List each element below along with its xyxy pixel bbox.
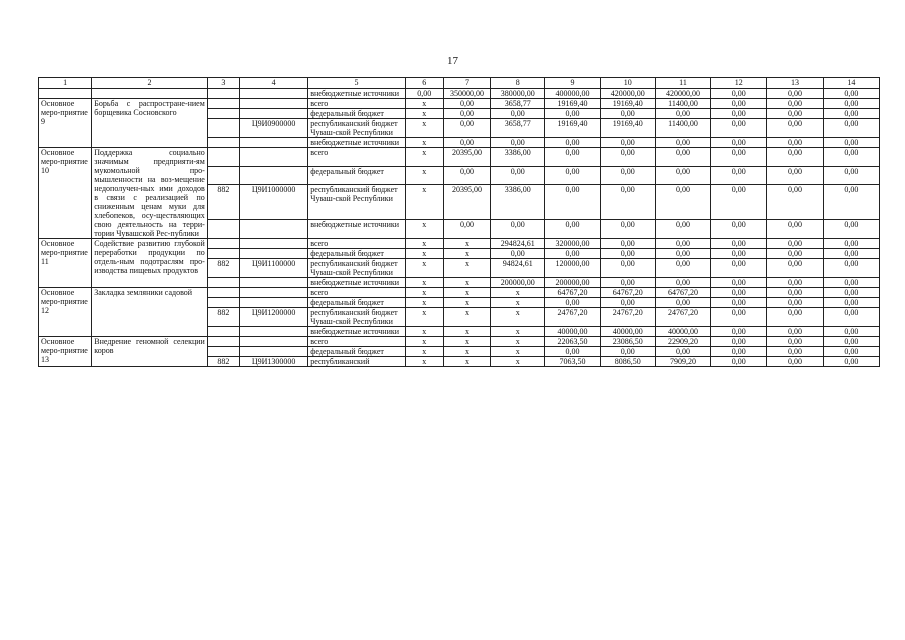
cell-v12: 0,00	[711, 185, 767, 220]
cell-v14: 0,00	[823, 337, 879, 347]
cell-v11: 24767,20	[655, 308, 710, 327]
cell-source: республиканский бюджет Чуваш-ской Республики	[308, 308, 405, 327]
cell-code-3	[207, 278, 239, 288]
cell-v10: 0,00	[600, 138, 655, 148]
measure-name: Содействие развитию глубокой переработки продукции по отдель-ным подотраслям про-изводства пищевых продуктов	[92, 239, 208, 288]
cell-code-4: Ц9И1000000	[239, 185, 307, 220]
cell-v12: 0,00	[711, 259, 767, 278]
cell-source: республиканский бюджет Чуваш-ской Республики	[308, 185, 405, 220]
cell-v8: x	[491, 337, 545, 347]
cell-v8: 200000,00	[491, 278, 545, 288]
cell-v11: 0,00	[655, 148, 710, 167]
cell-v10: 19169,40	[600, 99, 655, 109]
cell-v13: 0,00	[767, 119, 823, 138]
cell-v12: 0,00	[711, 148, 767, 167]
cell-source: республиканский	[308, 357, 405, 367]
cell-v13: 0,00	[767, 249, 823, 259]
cell-v9: 0,00	[545, 148, 600, 167]
cell-v11: 0,00	[655, 138, 710, 148]
cell-v8: 0,00	[491, 138, 545, 148]
cell-code-4	[239, 109, 307, 119]
cell-v9: 0,00	[545, 298, 600, 308]
cell-v7: x	[443, 337, 490, 347]
cell-v12: 0,00	[711, 89, 767, 99]
cell-code-3	[207, 109, 239, 119]
measure-title: Основное меро-приятие 9	[39, 99, 92, 148]
cell-code-4	[239, 99, 307, 109]
cell-v6: x	[405, 99, 443, 109]
cell-source: федеральный бюджет	[308, 249, 405, 259]
cell-v14: 0,00	[823, 278, 879, 288]
cell-source: внебюджетные источники	[308, 327, 405, 337]
cell-v12: 0,00	[711, 337, 767, 347]
cell-v13: 0,00	[767, 220, 823, 239]
cell-v10: 0,00	[600, 278, 655, 288]
cell-v14: 0,00	[823, 166, 879, 185]
cell-v7: x	[443, 357, 490, 367]
table-row	[39, 239, 880, 249]
cell-code-3: 882	[207, 308, 239, 327]
column-number: 5	[308, 78, 405, 89]
cell-v13: 0,00	[767, 259, 823, 278]
cell-v9: 24767,20	[545, 308, 600, 327]
cell-code-4	[239, 148, 307, 167]
column-number: 6	[405, 78, 443, 89]
cell-v10: 64767,20	[600, 288, 655, 298]
cell-v13: 0,00	[767, 89, 823, 99]
cell-v11: 0,00	[655, 298, 710, 308]
page-number: 17	[447, 55, 458, 67]
cell-v14: 0,00	[823, 138, 879, 148]
cell-v6: x	[405, 220, 443, 239]
table-row	[39, 148, 880, 167]
cell-v13: 0,00	[767, 166, 823, 185]
cell-source: всего	[308, 288, 405, 298]
cell-v9: 0,00	[545, 249, 600, 259]
cell-v7: 0,00	[443, 166, 490, 185]
cell-code-4	[239, 89, 307, 99]
cell-v14: 0,00	[823, 357, 879, 367]
cell-v8: 94824,61	[491, 259, 545, 278]
cell-source: внебюджетные источники	[308, 278, 405, 288]
cell-v8: x	[491, 308, 545, 327]
cell-v13: 0,00	[767, 138, 823, 148]
cell-v8: x	[491, 298, 545, 308]
cell-v8: 0,00	[491, 166, 545, 185]
cell-code-3	[207, 99, 239, 109]
cell-v12: 0,00	[711, 220, 767, 239]
cell-v9: 0,00	[545, 109, 600, 119]
cell-v12: 0,00	[711, 357, 767, 367]
cell-code-3	[207, 347, 239, 357]
cell-v11: 0,00	[655, 239, 710, 249]
cell-v9: 40000,00	[545, 327, 600, 337]
cell-source: внебюджетные источники	[308, 220, 405, 239]
cell-code-3	[207, 166, 239, 185]
cell-v6: x	[405, 298, 443, 308]
cell-v14: 0,00	[823, 185, 879, 220]
cell-v10: 0,00	[600, 220, 655, 239]
column-number: 4	[239, 78, 307, 89]
cell-code-3: 882	[207, 259, 239, 278]
cell-v10: 19169,40	[600, 119, 655, 138]
cell-v10: 24767,20	[600, 308, 655, 327]
cell-v12: 0,00	[711, 99, 767, 109]
cell-v9: 19169,40	[545, 119, 600, 138]
column-number: 13	[767, 78, 823, 89]
cell-v8: x	[491, 357, 545, 367]
cell-v6: x	[405, 166, 443, 185]
cell-v9: 400000,00	[545, 89, 600, 99]
cell-v11: 420000,00	[655, 89, 710, 99]
cell-v9: 0,00	[545, 185, 600, 220]
measure-title: Основное меро-приятие 12	[39, 288, 92, 337]
cell-v7: 0,00	[443, 119, 490, 138]
cell-v7: x	[443, 278, 490, 288]
table-row	[39, 99, 880, 109]
cell-v6: x	[405, 288, 443, 298]
cell-v14: 0,00	[823, 298, 879, 308]
cell-code-4: Ц9И0900000	[239, 119, 307, 138]
cell-v9: 120000,00	[545, 259, 600, 278]
cell-v12: 0,00	[711, 109, 767, 119]
cell-v9: 0,00	[545, 166, 600, 185]
cell-v12: 0,00	[711, 347, 767, 357]
cell-v10: 23086,50	[600, 337, 655, 347]
cell-v14: 0,00	[823, 288, 879, 298]
cell-v9: 22063,50	[545, 337, 600, 347]
column-number: 10	[600, 78, 655, 89]
column-number: 11	[655, 78, 710, 89]
cell-code-4: Ц9И1100000	[239, 259, 307, 278]
cell-v9: 7063,50	[545, 357, 600, 367]
cell-v7: x	[443, 347, 490, 357]
cell-v7: x	[443, 298, 490, 308]
cell-v8: 3658,77	[491, 99, 545, 109]
cell-source: федеральный бюджет	[308, 298, 405, 308]
cell-v12: 0,00	[711, 166, 767, 185]
cell-code-4	[239, 249, 307, 259]
cell-v7: x	[443, 308, 490, 327]
cell-v8: x	[491, 327, 545, 337]
cell-code-3	[207, 327, 239, 337]
cell-code-3	[207, 249, 239, 259]
cell-v14: 0,00	[823, 239, 879, 249]
cell-v6: x	[405, 347, 443, 357]
cell-v11: 0,00	[655, 220, 710, 239]
cell-v7: x	[443, 259, 490, 278]
cell-v13: 0,00	[767, 278, 823, 288]
cell-v12: 0,00	[711, 327, 767, 337]
cell-v7: 0,00	[443, 109, 490, 119]
cell-code-4	[239, 278, 307, 288]
cell-v7: 350000,00	[443, 89, 490, 99]
cell-v11: 0,00	[655, 109, 710, 119]
cell-v6: x	[405, 357, 443, 367]
cell-source: всего	[308, 99, 405, 109]
cell-v12: 0,00	[711, 138, 767, 148]
measure-name: Борьба с распростране-нием борщевика Сосновского	[92, 99, 208, 148]
cell-v7: 0,00	[443, 138, 490, 148]
cell-v6: x	[405, 239, 443, 249]
cell-code-3	[207, 337, 239, 347]
cell-v10: 0,00	[600, 148, 655, 167]
cell-code-3	[207, 239, 239, 249]
cell-source: всего	[308, 148, 405, 167]
cell-v7: 20395,00	[443, 148, 490, 167]
cell-source: республиканский бюджет Чуваш-ской Республики	[308, 119, 405, 138]
cell-v6: x	[405, 138, 443, 148]
column-number: 2	[92, 78, 208, 89]
cell-v7: 0,00	[443, 220, 490, 239]
cell-code-4	[239, 347, 307, 357]
cell-v6: x	[405, 337, 443, 347]
cell-v14: 0,00	[823, 99, 879, 109]
measure-name: Внедрение геномной селекции коров	[92, 337, 208, 367]
cell-v11: 11400,00	[655, 119, 710, 138]
cell-v11: 64767,20	[655, 288, 710, 298]
cell-code-4	[239, 327, 307, 337]
cell-v7: x	[443, 239, 490, 249]
cell-v10: 0,00	[600, 239, 655, 249]
cell-v14: 0,00	[823, 148, 879, 167]
cell-name	[92, 89, 208, 99]
cell-v12: 0,00	[711, 249, 767, 259]
cell-v13: 0,00	[767, 327, 823, 337]
cell-v6: x	[405, 109, 443, 119]
cell-code-4	[239, 288, 307, 298]
cell-source: внебюджетные источники	[308, 89, 405, 99]
cell-v13: 0,00	[767, 288, 823, 298]
cell-v13: 0,00	[767, 99, 823, 109]
cell-v14: 0,00	[823, 347, 879, 357]
cell-v11: 0,00	[655, 249, 710, 259]
cell-title	[39, 89, 92, 99]
cell-v11: 40000,00	[655, 327, 710, 337]
cell-v11: 0,00	[655, 278, 710, 288]
cell-v6: x	[405, 259, 443, 278]
cell-v11: 22909,20	[655, 337, 710, 347]
column-number: 12	[711, 78, 767, 89]
cell-v11: 0,00	[655, 166, 710, 185]
column-number: 8	[491, 78, 545, 89]
cell-v13: 0,00	[767, 357, 823, 367]
cell-source: федеральный бюджет	[308, 347, 405, 357]
cell-code-3	[207, 148, 239, 167]
cell-code-4	[239, 298, 307, 308]
cell-v11: 11400,00	[655, 99, 710, 109]
cell-v7: x	[443, 327, 490, 337]
cell-v13: 0,00	[767, 347, 823, 357]
cell-v8: 3386,00	[491, 148, 545, 167]
measure-name: Поддержка социально значимым предприяти-ям мукомольной про-мышленности на воз-мещение недополучен-ных ими доходов в связи с реализацией по сниженным ценам муки для хлебопеков, осу-ществляющих свою деятельность на терри-тории Чувашской Рес-публики	[92, 148, 208, 239]
cell-v10: 0,00	[600, 185, 655, 220]
cell-v6: x	[405, 327, 443, 337]
cell-code-4	[239, 337, 307, 347]
cell-v8: 3386,00	[491, 185, 545, 220]
cell-v12: 0,00	[711, 298, 767, 308]
cell-source: всего	[308, 239, 405, 249]
cell-v10: 40000,00	[600, 327, 655, 337]
cell-v11: 0,00	[655, 347, 710, 357]
cell-v12: 0,00	[711, 278, 767, 288]
cell-code-3	[207, 298, 239, 308]
cell-code-3	[207, 89, 239, 99]
table-row	[39, 337, 880, 347]
table-row	[39, 89, 880, 99]
cell-v7: 0,00	[443, 99, 490, 109]
cell-v14: 0,00	[823, 249, 879, 259]
cell-v10: 420000,00	[600, 89, 655, 99]
cell-v14: 0,00	[823, 220, 879, 239]
cell-v14: 0,00	[823, 119, 879, 138]
cell-v6: x	[405, 308, 443, 327]
cell-v11: 0,00	[655, 259, 710, 278]
cell-v10: 0,00	[600, 109, 655, 119]
cell-v9: 0,00	[545, 347, 600, 357]
cell-source: всего	[308, 337, 405, 347]
cell-v8: 0,00	[491, 109, 545, 119]
cell-code-3	[207, 288, 239, 298]
cell-v6: x	[405, 119, 443, 138]
column-number: 3	[207, 78, 239, 89]
cell-v7: x	[443, 288, 490, 298]
cell-v12: 0,00	[711, 239, 767, 249]
cell-v6: x	[405, 249, 443, 259]
column-number: 7	[443, 78, 490, 89]
cell-v13: 0,00	[767, 308, 823, 327]
cell-v9: 0,00	[545, 220, 600, 239]
cell-v8: 0,00	[491, 249, 545, 259]
cell-v8: 3658,77	[491, 119, 545, 138]
cell-source: республиканский бюджет Чуваш-ской Республики	[308, 259, 405, 278]
cell-v14: 0,00	[823, 308, 879, 327]
budget-table	[38, 77, 880, 367]
cell-code-3: 882	[207, 185, 239, 220]
column-number: 1	[39, 78, 92, 89]
cell-v6: x	[405, 148, 443, 167]
cell-v10: 0,00	[600, 298, 655, 308]
cell-v9: 320000,00	[545, 239, 600, 249]
cell-code-4: Ц9И1300000	[239, 357, 307, 367]
cell-v8: 380000,00	[491, 89, 545, 99]
cell-v9: 200000,00	[545, 278, 600, 288]
cell-v14: 0,00	[823, 89, 879, 99]
cell-v10: 8086,50	[600, 357, 655, 367]
cell-code-4	[239, 166, 307, 185]
cell-v13: 0,00	[767, 185, 823, 220]
cell-v6: x	[405, 185, 443, 220]
cell-v6: 0,00	[405, 89, 443, 99]
cell-v13: 0,00	[767, 109, 823, 119]
cell-v10: 0,00	[600, 259, 655, 278]
cell-code-3	[207, 119, 239, 138]
cell-v10: 0,00	[600, 249, 655, 259]
cell-v13: 0,00	[767, 337, 823, 347]
cell-v8: 294824,61	[491, 239, 545, 249]
cell-v13: 0,00	[767, 298, 823, 308]
cell-source: внебюджетные источники	[308, 138, 405, 148]
cell-v10: 0,00	[600, 166, 655, 185]
cell-v12: 0,00	[711, 119, 767, 138]
cell-v14: 0,00	[823, 327, 879, 337]
cell-v10: 0,00	[600, 347, 655, 357]
cell-v7: x	[443, 249, 490, 259]
measure-title: Основное меро-приятие 11	[39, 239, 92, 288]
measure-title: Основное меро-приятие 10	[39, 148, 92, 239]
table-row	[39, 288, 880, 298]
cell-v9: 0,00	[545, 138, 600, 148]
cell-code-4	[239, 138, 307, 148]
cell-v13: 0,00	[767, 148, 823, 167]
cell-code-4: Ц9И1200000	[239, 308, 307, 327]
cell-v8: x	[491, 347, 545, 357]
cell-code-3	[207, 220, 239, 239]
column-number: 14	[823, 78, 879, 89]
header-row	[39, 78, 880, 89]
cell-v14: 0,00	[823, 109, 879, 119]
cell-v13: 0,00	[767, 239, 823, 249]
cell-v14: 0,00	[823, 259, 879, 278]
cell-v9: 19169,40	[545, 99, 600, 109]
cell-v8: 0,00	[491, 220, 545, 239]
cell-v8: x	[491, 288, 545, 298]
cell-v7: 20395,00	[443, 185, 490, 220]
cell-code-4	[239, 239, 307, 249]
cell-source: федеральный бюджет	[308, 166, 405, 185]
cell-v11: 7909,20	[655, 357, 710, 367]
measure-title: Основное меро-приятие 13	[39, 337, 92, 367]
cell-code-3: 882	[207, 357, 239, 367]
column-number: 9	[545, 78, 600, 89]
cell-source: федеральный бюджет	[308, 109, 405, 119]
cell-v11: 0,00	[655, 185, 710, 220]
cell-v12: 0,00	[711, 288, 767, 298]
cell-v6: x	[405, 278, 443, 288]
cell-code-3	[207, 138, 239, 148]
measure-name: Закладка земляники садовой	[92, 288, 208, 337]
cell-code-4	[239, 220, 307, 239]
cell-v12: 0,00	[711, 308, 767, 327]
cell-v9: 64767,20	[545, 288, 600, 298]
